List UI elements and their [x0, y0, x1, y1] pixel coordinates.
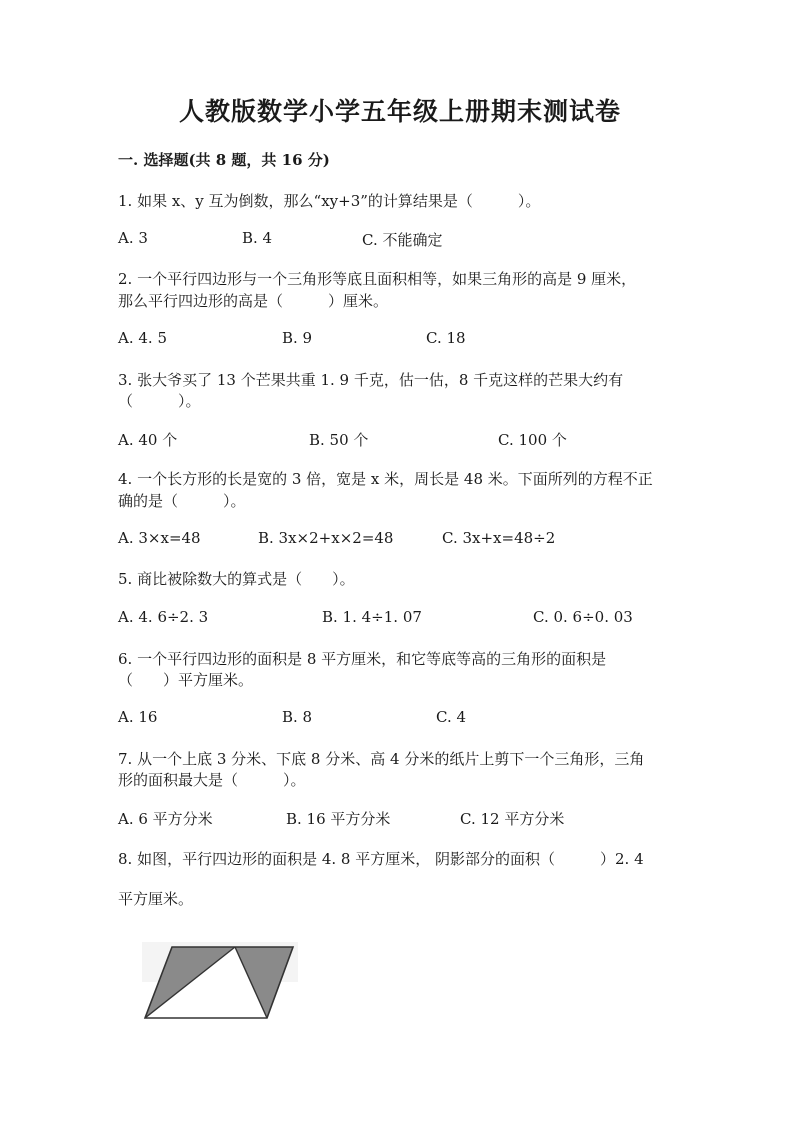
question-1-option-b: B. 4 [242, 229, 273, 247]
question-8-text-line-1: 8. 如图，平行四边形的面积是 4. 8 平方厘米， 阴影部分的面积（ ）2. 4 [118, 850, 644, 868]
parallelogram-figure [138, 938, 302, 1028]
question-2-text-line-1: 2. 一个平行四边形与一个三角形等底且面积相等，如果三角形的高是 9 厘米， [118, 270, 637, 288]
question-8-text-line-2: 平方厘米。 [118, 890, 194, 908]
question-5-option-b: B. 1. 4÷1. 07 [322, 608, 422, 626]
question-2-option-a: A. 4. 5 [118, 329, 167, 347]
question-7-option-a: A. 6 平方分米 [118, 810, 213, 828]
question-2-text-line-2: 那么平行四边形的高是（ ）厘米。 [118, 292, 389, 310]
question-7-option-b: B. 16 平方分米 [286, 810, 391, 828]
question-1-option-c: C. 不能确定 [362, 231, 443, 249]
question-1-text: 1. 如果 x、y 互为倒数，那么“xy+3”的计算结果是（ ）。 [118, 192, 541, 210]
question-7-text-line-1: 7. 从一个上底 3 分米、下底 8 分米、高 4 分米的纸片上剪下一个三角形，三角 [118, 750, 645, 768]
question-4-option-b: B. 3x×2+x×2=48 [258, 529, 394, 547]
question-6-option-c: C. 4 [436, 708, 467, 726]
question-4-text-line-2: 确的是（ ）。 [118, 492, 246, 510]
question-6-option-b: B. 8 [282, 708, 313, 726]
question-4-option-c: C. 3x+x=48÷2 [442, 529, 556, 547]
page-title: 人教版数学小学五年级上册期末测试卷 [178, 97, 621, 126]
question-3-text-line-1: 3. 张大爷买了 13 个芒果共重 1. 9 千克，估一估，8 千克这样的芒果大约有 [118, 371, 624, 389]
question-6-option-a: A. 16 [118, 708, 158, 726]
question-4-option-a: A. 3×x=48 [118, 529, 201, 547]
question-6-text-line-1: 6. 一个平行四边形的面积是 8 平方厘米，和它等底等高的三角形的面积是 [118, 650, 607, 668]
question-2-option-b: B. 9 [282, 329, 313, 347]
section-heading: 一. 选择题(共 8 题，共 16 分) [118, 151, 330, 169]
question-3-text-line-2: （ ）。 [118, 392, 201, 410]
question-1-option-a: A. 3 [118, 229, 148, 247]
question-3-option-b: B. 50 个 [309, 431, 369, 449]
question-5-option-c: C. 0. 6÷0. 03 [533, 608, 633, 626]
question-2-option-c: C. 18 [426, 329, 466, 347]
question-5-text: 5. 商比被除数大的算式是（ ）。 [118, 570, 355, 588]
question-4-text-line-1: 4. 一个长方形的长是宽的 3 倍，宽是 x 米，周长是 48 米。下面所列的方程不正 [118, 470, 653, 488]
question-6-text-line-2: （ ）平方厘米。 [118, 671, 254, 689]
question-5-option-a: A. 4. 6÷2. 3 [118, 608, 209, 626]
question-7-text-line-2: 形的面积最大是（ ）。 [118, 771, 306, 789]
question-3-option-c: C. 100 个 [498, 431, 567, 449]
question-7-option-c: C. 12 平方分米 [460, 810, 565, 828]
question-3-option-a: A. 40 个 [118, 431, 178, 449]
